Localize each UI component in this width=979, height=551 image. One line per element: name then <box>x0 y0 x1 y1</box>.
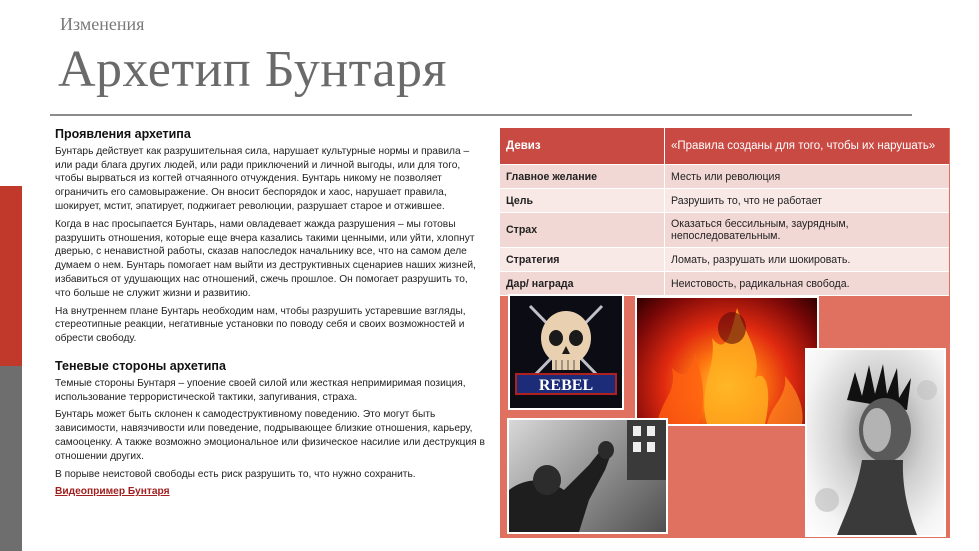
paragraph: Бунтарь действует как разрушительная сила, нарушает культурные нормы и правила – или ради блага других людей, или ради приключений и личной выгоды, или для того, чтобы вырваться из когтей отчаянного отчуждения. Бунтарь никому не позволяет ограничить его самовыражение. Он вносит беспорядок и хаос, нарушает правила, шокирует, мстит, эпатирует, поджигает революции, разрушает старое и отжившее. <box>55 145 470 212</box>
table-key: Цель <box>500 189 665 213</box>
section-title-shadow: Теневые стороны архетипа <box>55 358 226 373</box>
left-text-column <box>55 128 485 499</box>
flame-icon <box>637 298 817 424</box>
table-value: Неистовость, радикальная свобода. <box>665 272 950 296</box>
table-value: Оказаться бессильным, заурядным, непоследовательным. <box>665 213 950 248</box>
punk-portrait-image <box>805 348 946 537</box>
raised-fist-icon <box>509 420 666 532</box>
table-value: Разрушить то, что не работает <box>665 189 950 213</box>
table-value: Ломать, разрушать или шокировать. <box>665 248 950 272</box>
paragraph: На внутреннем плане Бунтарь необходим нам, чтобы разрушить устаревшие взгляды, стереотипные реакции, негативные установки по поводу себя и своих возможностей и обрести свободу. <box>55 305 466 345</box>
rebel-skull-image <box>508 294 624 410</box>
table-row <box>500 165 949 189</box>
mohawk-portrait-icon <box>807 350 944 535</box>
left-bar-white <box>0 0 22 186</box>
section-title-manifestations: Проявления архетипа <box>55 127 191 141</box>
paragraph: В порыве неистовой свободы есть риск разрушить то, что нужно сохранить. <box>55 468 416 480</box>
table-key: Дар/ награда <box>500 272 665 296</box>
slide-subtitle: Изменения <box>60 14 145 34</box>
left-bar-gray <box>0 366 22 551</box>
table-row <box>500 128 949 165</box>
fire-figure-image <box>635 296 819 426</box>
table-value: Месть или революция <box>665 165 950 189</box>
table-row <box>500 272 949 296</box>
video-example-link[interactable]: Видеопример Бунтаря <box>55 486 170 498</box>
table-row <box>500 189 949 213</box>
paragraph: Когда в нас просыпается Бунтарь, нами овладевает жажда разрушения – мы готовы разрушить отношения, которые еще вчера казались такими ценными, или уйти, хлопнут дверью, с ненавистной работы, сказав напоследок начальнику все, что на самом деле думаем о нем. Бунтарь помогает нам выйти из деструктивных сценариев наших жизней, избавиться от удушающих нас отношений, сжечь прошлое. Он помогает разрушить то, что больше не служит жизни и развитию. <box>55 218 476 299</box>
paragraph: Бунтарь может быть склонен к самодеструктивному поведению. Это могут быть зависимости, навязчивости или поведение, подрывающее близкие отношения, карьеру, самооценку. А также возможно эмоциональное или физическое насилие или деструкция в отношении других. <box>55 409 485 462</box>
table-row <box>500 213 949 248</box>
table-key: Страх <box>500 213 665 248</box>
skull-icon <box>510 296 622 408</box>
slide-title: Архетип Бунтаря <box>58 41 447 98</box>
table-value: «Правила созданы для того, чтобы их нарушать» <box>665 128 950 165</box>
table-row <box>500 248 949 272</box>
rebel-banner-text: REBEL <box>538 377 594 394</box>
title-divider <box>50 114 912 116</box>
left-bar-red <box>0 186 22 366</box>
archetype-table <box>500 128 949 296</box>
protest-photo <box>507 418 668 534</box>
paragraph: Темные стороны Бунтаря – упоение своей силой или жесткая непримиримая позиция, использование террористической тактики, запугивания, страха. <box>55 377 466 403</box>
table-key: Девиз <box>500 128 665 165</box>
table-key: Главное желание <box>500 165 665 189</box>
table-key: Стратегия <box>500 248 665 272</box>
